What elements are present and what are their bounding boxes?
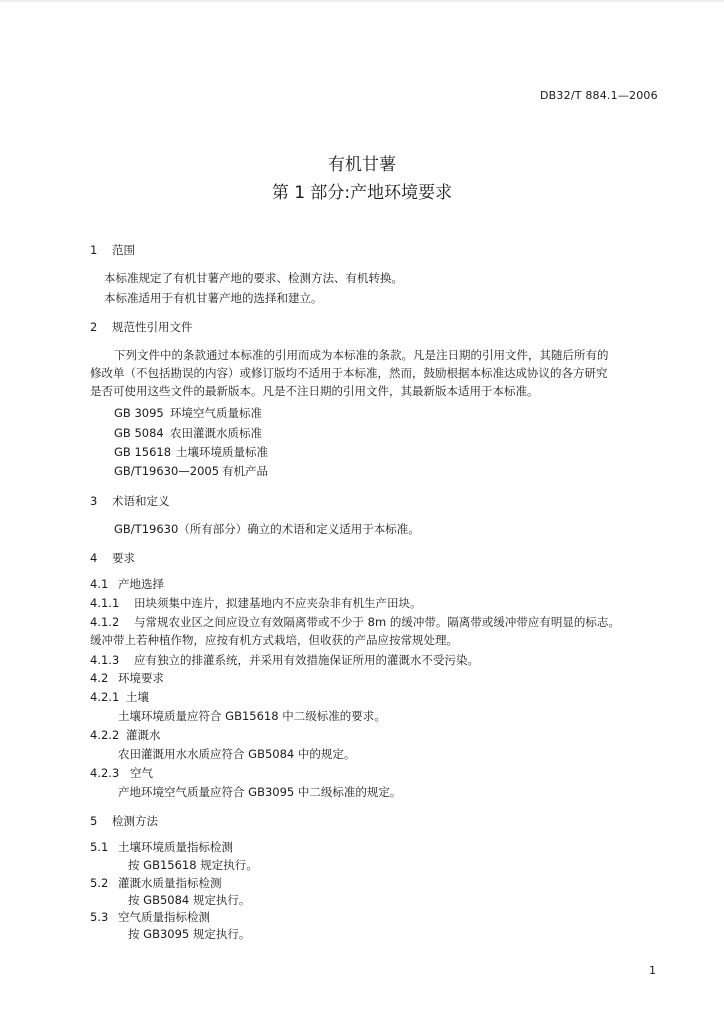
- subsection-4-2-heading: [90, 669, 164, 687]
- subsection-number: 5.2: [90, 876, 109, 890]
- clause-text: 产地环境空气质量应符合 GB3095 中二级标准的规定。: [118, 785, 402, 799]
- reference-item: [114, 404, 262, 422]
- subsection-5-2-heading: [90, 874, 222, 892]
- reference-item: [114, 462, 268, 480]
- reference-name: 有机产品: [222, 464, 268, 478]
- scan-edge: [0, 0, 724, 3]
- standard-code: DB32/T 884.1—2006: [540, 89, 658, 102]
- clause-text: 按 GB15618 规定执行。: [128, 858, 258, 872]
- reference-item: [114, 424, 262, 442]
- paragraph-line: 下列文件中的条款通过本标准的引用而成为本标准的条款。凡是注日期的引用文件，其随后所有的: [114, 348, 609, 362]
- clause-title: 灌溉水: [126, 728, 161, 742]
- reference-name: 环境空气质量标准: [170, 406, 262, 420]
- clause-text: 应有独立的排灌系统，并采用有效措施保证所用的灌溉水不受污染。: [134, 653, 479, 667]
- clause-text: 按 GB3095 规定执行。: [128, 927, 251, 941]
- clause-4-2-2-heading: [90, 726, 161, 744]
- clause-text: 按 GB5084 规定执行。: [128, 893, 251, 907]
- document-subtitle: 第 1 部分:产地环境要求: [271, 183, 453, 203]
- paragraph-line: 是否可使用这些文件的最新版本。凡是不注日期的引用文件，其最新版本适用于本标准。: [90, 384, 539, 398]
- section-number: 5: [90, 814, 98, 828]
- clause-text: 农田灌溉用水水质应符合 GB5084 中的规定。: [118, 747, 356, 761]
- section-3-heading: [90, 492, 170, 510]
- paragraph-line: 修改单（不包括勘误的内容）或修订版均不适用于本标准，然而，鼓励根据本标准达成协议的各方研究: [90, 366, 608, 380]
- section-1-heading: [90, 241, 135, 259]
- section-title: 要求: [112, 551, 135, 565]
- section-title: 规范性引用文件: [112, 320, 193, 334]
- clause-number: 4.1.2: [90, 615, 120, 629]
- clause-4-1-3: [90, 651, 479, 669]
- clause-text: 土壤环境质量应符合 GB15618 中二级标准的要求。: [118, 709, 386, 723]
- subsection-title: 空气质量指标检测: [118, 910, 210, 924]
- section-4-heading: [90, 549, 135, 567]
- clause-text-continuation: 缓冲带上若种植作物，应按有机方式栽培，但收获的产品应按常规处理。: [90, 633, 458, 647]
- page-number: 1: [649, 964, 656, 977]
- section-number: 2: [90, 320, 98, 334]
- paragraph: 本标准适用于有机甘薯产地的选择和建立。: [104, 291, 323, 305]
- subsection-title: 产地选择: [118, 577, 164, 591]
- clause-4-2-1-heading: [90, 688, 149, 706]
- section-number: 4: [90, 551, 98, 565]
- section-title: 范围: [112, 243, 135, 257]
- clause-number: 4.1.1: [90, 596, 120, 610]
- paragraph: GB/T19630（所有部分）确立的术语和定义适用于本标准。: [114, 522, 420, 536]
- section-number: 3: [90, 494, 98, 508]
- clause-title: 空气: [130, 766, 153, 780]
- subsection-title: 灌溉水质量指标检测: [118, 876, 222, 890]
- subsection-number: 5.3: [90, 910, 109, 924]
- clause-number: 4.2.2: [90, 728, 120, 742]
- clause-number: 4.1.3: [90, 653, 120, 667]
- reference-name: 农田灌溉水质标准: [170, 426, 262, 440]
- clause-4-1-2: [90, 613, 620, 631]
- section-number: 1: [90, 243, 98, 257]
- clause-4-2-3-heading: [90, 764, 153, 782]
- clause-number: 4.2.1: [90, 690, 120, 704]
- subsection-5-3-heading: [90, 908, 210, 926]
- reference-code: GB 3095: [114, 406, 164, 420]
- reference-code: GB 5084: [114, 426, 164, 440]
- section-title: 术语和定义: [112, 494, 170, 508]
- subsection-title: 土壤环境质量指标检测: [118, 840, 233, 854]
- subsection-title: 环境要求: [118, 671, 164, 685]
- clause-title: 土壤: [126, 690, 149, 704]
- reference-code: GB/T19630—2005: [114, 464, 220, 478]
- section-2-heading: [90, 318, 193, 336]
- subsection-number: 4.1: [90, 577, 109, 591]
- subsection-4-1-heading: [90, 575, 164, 593]
- clause-text: 与常规农业区之间应设立有效隔离带或不少于 8m 的缓冲带。隔离带或缓冲带应有明显的标志。: [134, 615, 620, 629]
- clause-4-1-1: [90, 594, 422, 612]
- paragraph: 本标准规定了有机甘薯产地的要求、检测方法、有机转换。: [104, 271, 403, 285]
- section-title: 检测方法: [112, 814, 158, 828]
- subsection-number: 4.2: [90, 671, 109, 685]
- section-5-heading: [90, 812, 158, 830]
- reference-name: 土壤环境质量标准: [176, 445, 268, 459]
- subsection-5-1-heading: [90, 838, 233, 856]
- document-title: 有机甘薯: [328, 155, 396, 175]
- reference-code: GB 15618: [114, 445, 172, 459]
- clause-number: 4.2.3: [90, 766, 120, 780]
- subsection-number: 5.1: [90, 840, 109, 854]
- reference-item: [114, 443, 268, 461]
- clause-text: 田块须集中连片，拟建基地内不应夹杂非有机生产田块。: [134, 596, 422, 610]
